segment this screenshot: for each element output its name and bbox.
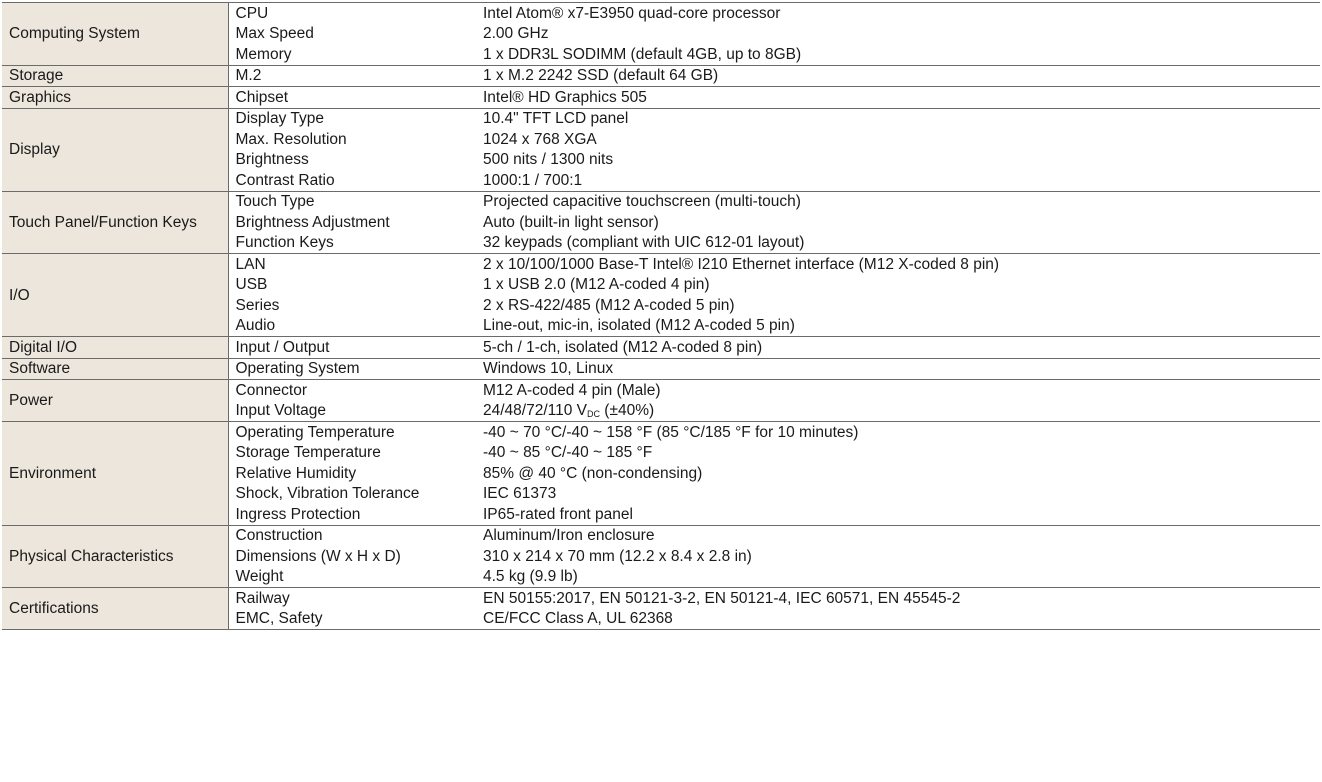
spec-label: Brightness Adjustment [235,213,390,231]
spec-label: M.2 [228,65,476,87]
spec-label: Contrast Ratio [228,170,476,191]
spec-label: Input Voltage [228,401,476,422]
category-i-o: I/O [2,254,228,337]
spec-row-railway [2,588,1320,609]
spec-label: CPU [228,3,476,24]
spec-label: Memory [228,44,476,65]
spec-value: 32 keypads (compliant with UIC 612-01 layout) [476,233,1320,254]
spec-value [476,401,1320,422]
spec-value: Intel® HD Graphics 505 [476,87,1320,109]
spec-label: Construction [228,525,476,546]
spec-value: 2 x RS-422/485 (M12 A-coded 5 pin) [483,296,735,314]
spec-value: 1 x USB 2.0 (M12 A-coded 4 pin) [483,276,710,294]
spec-value: 1024 x 768 XGA [483,130,597,148]
spec-label: Chipset [228,87,476,109]
spec-value-main: 24/48/72/110 V [483,402,587,420]
spec-label: USB [235,276,268,294]
spec-value: 2.00 GHz [483,25,549,43]
spec-row-operating-system [2,358,1320,380]
spec-value: Line-out, mic-in, isolated (M12 A-coded 5 pin) [476,316,1320,337]
spec-label: Storage Temperature [235,444,381,462]
spec-value: Auto (built-in light sensor) [483,213,659,231]
spec-row-connector [2,380,1320,401]
spec-label: Relative Humidity [235,464,357,482]
spec-value: 2 x 10/100/1000 Base-T Intel® I210 Ethernet interface (M12 X-coded 8 pin) [476,254,1320,275]
category-storage: Storage [2,65,228,87]
category-digital-i-o: Digital I/O [2,337,228,359]
spec-value: -40 ~ 70 °C/-40 ~ 158 °F (85 °C/185 °F for 10 minutes) [476,422,1320,443]
spec-row-construction [2,525,1320,546]
spec-value: IEC 61373 [483,485,557,503]
spec-value-subscript: DC [587,409,600,420]
spec-row-display-type [2,108,1320,129]
spec-table [2,2,1320,630]
category-computing-system: Computing System [2,3,228,66]
spec-label: Series [235,296,280,314]
category-power: Power [2,380,228,422]
spec-value: 4.5 kg (9.9 lb) [476,567,1320,588]
category-environment: Environment [2,422,228,526]
spec-value: EN 50155:2017, EN 50121-3-2, EN 50121-4, IEC 60571, EN 45545-2 [476,588,1320,609]
spec-value-suffix: (±40%) [600,402,655,420]
spec-value: -40 ~ 85 °C/-40 ~ 185 °F [483,444,653,462]
spec-label: Function Keys [228,233,476,254]
spec-label: Display Type [228,108,476,129]
spec-label: Shock, Vibration Tolerance [235,485,420,503]
spec-value: Windows 10, Linux [476,358,1320,380]
spec-row-operating-temperature [2,422,1320,443]
spec-value: CE/FCC Class A, UL 62368 [476,609,1320,630]
spec-row-input-output [2,337,1320,359]
spec-label: Brightness [235,151,309,169]
spec-row-m-2 [2,65,1320,87]
spec-label: Railway [228,588,476,609]
spec-value: 1000:1 / 700:1 [476,170,1320,191]
spec-label: Connector [228,380,476,401]
spec-value: 10.4" TFT LCD panel [476,108,1320,129]
spec-row-cpu [2,3,1320,24]
spec-value: 500 nits / 1300 nits [483,151,614,169]
spec-label: EMC, Safety [228,609,476,630]
spec-label: Touch Type [228,191,476,212]
spec-table-body [2,3,1320,630]
spec-label: Ingress Protection [228,504,476,525]
spec-label: Max Speed [235,25,314,43]
spec-label: Max. Resolution [235,130,347,148]
category-display: Display [2,108,228,191]
category-touch-panel-function-keys: Touch Panel/Function Keys [2,191,228,254]
category-physical-characteristics: Physical Characteristics [2,525,228,588]
spec-value: 5-ch / 1-ch, isolated (M12 A-coded 8 pin) [476,337,1320,359]
spec-label: Operating System [228,358,476,380]
spec-label: Operating Temperature [228,422,476,443]
spec-value: 1 x M.2 2242 SSD (default 64 GB) [476,65,1320,87]
spec-label: Dimensions (W x H x D) [235,547,401,565]
spec-value: 310 x 214 x 70 mm (12.2 x 8.4 x 2.8 in) [483,547,752,565]
spec-label: Weight [228,567,476,588]
spec-value: 85% @ 40 °C (non-condensing) [483,464,703,482]
category-certifications: Certifications [2,588,228,630]
spec-row-touch-type [2,191,1320,212]
spec-value: Aluminum/Iron enclosure [476,525,1320,546]
spec-value: Projected capacitive touchscreen (multi-touch) [476,191,1320,212]
spec-value: IP65-rated front panel [476,504,1320,525]
spec-row-lan [2,254,1320,275]
spec-label: Input / Output [228,337,476,359]
spec-label: LAN [228,254,476,275]
category-software: Software [2,358,228,380]
spec-label: Audio [228,316,476,337]
spec-value: M12 A-coded 4 pin (Male) [476,380,1320,401]
category-graphics: Graphics [2,87,228,109]
spec-value: 1 x DDR3L SODIMM (default 4GB, up to 8GB) [476,44,1320,65]
spec-value: Intel Atom® x7-E3950 quad-core processor [476,3,1320,24]
spec-row-chipset [2,87,1320,109]
